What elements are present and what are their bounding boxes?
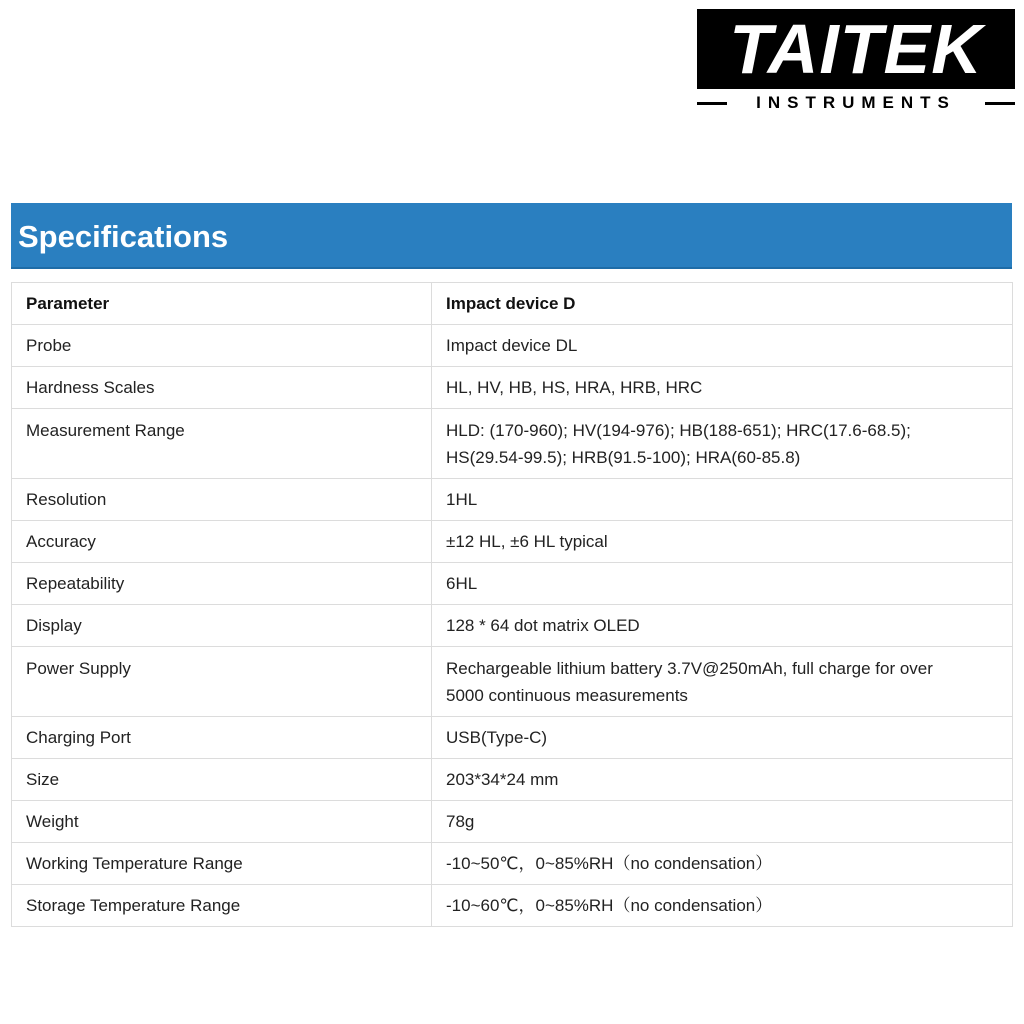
section-title: Specifications bbox=[18, 219, 229, 254]
logo-divider-right bbox=[985, 102, 1015, 105]
table-row bbox=[12, 325, 1013, 367]
value-display: 128 * 64 dot matrix OLED bbox=[432, 605, 1013, 647]
param-weight: Weight bbox=[12, 801, 432, 843]
param-charging-port: Charging Port bbox=[12, 717, 432, 759]
param-resolution: Resolution bbox=[12, 479, 432, 521]
table-row bbox=[12, 367, 1013, 409]
value-measurement-range-line1: HLD: (170-960); HV(194-976); HB(188-651); HRC(17.6-68.5); bbox=[446, 421, 911, 440]
table-row bbox=[12, 409, 1013, 479]
header-value: Impact device D bbox=[432, 283, 1013, 325]
table-row bbox=[12, 885, 1013, 927]
logo-box bbox=[697, 9, 1015, 89]
value-accuracy: ±12 HL, ±6 HL typical bbox=[432, 521, 1013, 563]
table-row bbox=[12, 479, 1013, 521]
param-accuracy: Accuracy bbox=[12, 521, 432, 563]
value-power-supply-line1: Rechargeable lithium battery 3.7V@250mAh, full charge for over bbox=[446, 659, 933, 678]
value-storage-temperature: -10~60℃，0~85%RH（no condensation） bbox=[432, 885, 1013, 927]
value-working-temperature: -10~50℃，0~85%RH（no condensation） bbox=[432, 843, 1013, 885]
table-row bbox=[12, 605, 1013, 647]
value-measurement-range bbox=[432, 409, 1013, 479]
value-charging-port: USB(Type-C) bbox=[432, 717, 1013, 759]
value-power-supply bbox=[432, 647, 1013, 717]
header-parameter: Parameter bbox=[12, 283, 432, 325]
table-row bbox=[12, 647, 1013, 717]
param-hardness-scales: Hardness Scales bbox=[12, 367, 432, 409]
table-row bbox=[12, 801, 1013, 843]
value-weight: 78g bbox=[432, 801, 1013, 843]
param-power-supply: Power Supply bbox=[12, 647, 432, 717]
brand-logo bbox=[697, 9, 1015, 113]
param-size: Size bbox=[12, 759, 432, 801]
logo-brand-name: TAITEK bbox=[729, 10, 983, 88]
param-working-temperature: Working Temperature Range bbox=[12, 843, 432, 885]
table-row bbox=[12, 759, 1013, 801]
value-probe: Impact device DL bbox=[432, 325, 1013, 367]
param-display: Display bbox=[12, 605, 432, 647]
specifications-header-bar bbox=[11, 203, 1012, 269]
logo-tagline: INSTRUMENTS bbox=[756, 93, 956, 112]
table-row bbox=[12, 717, 1013, 759]
value-power-supply-line2: 5000 continuous measurements bbox=[446, 686, 688, 705]
value-measurement-range-line2: HS(29.54-99.5); HRB(91.5-100); HRA(60-85.8) bbox=[446, 448, 801, 467]
value-repeatability: 6HL bbox=[432, 563, 1013, 605]
param-storage-temperature: Storage Temperature Range bbox=[12, 885, 432, 927]
value-size: 203*34*24 mm bbox=[432, 759, 1013, 801]
logo-tagline-row bbox=[697, 93, 1015, 113]
logo-divider-left bbox=[697, 102, 727, 105]
table-row bbox=[12, 843, 1013, 885]
specifications-table bbox=[11, 282, 1013, 927]
value-resolution: 1HL bbox=[432, 479, 1013, 521]
table-row bbox=[12, 563, 1013, 605]
param-measurement-range: Measurement Range bbox=[12, 409, 432, 479]
value-hardness-scales: HL, HV, HB, HS, HRA, HRB, HRC bbox=[432, 367, 1013, 409]
table-header-row bbox=[12, 283, 1013, 325]
param-probe: Probe bbox=[12, 325, 432, 367]
param-repeatability: Repeatability bbox=[12, 563, 432, 605]
table-row bbox=[12, 521, 1013, 563]
